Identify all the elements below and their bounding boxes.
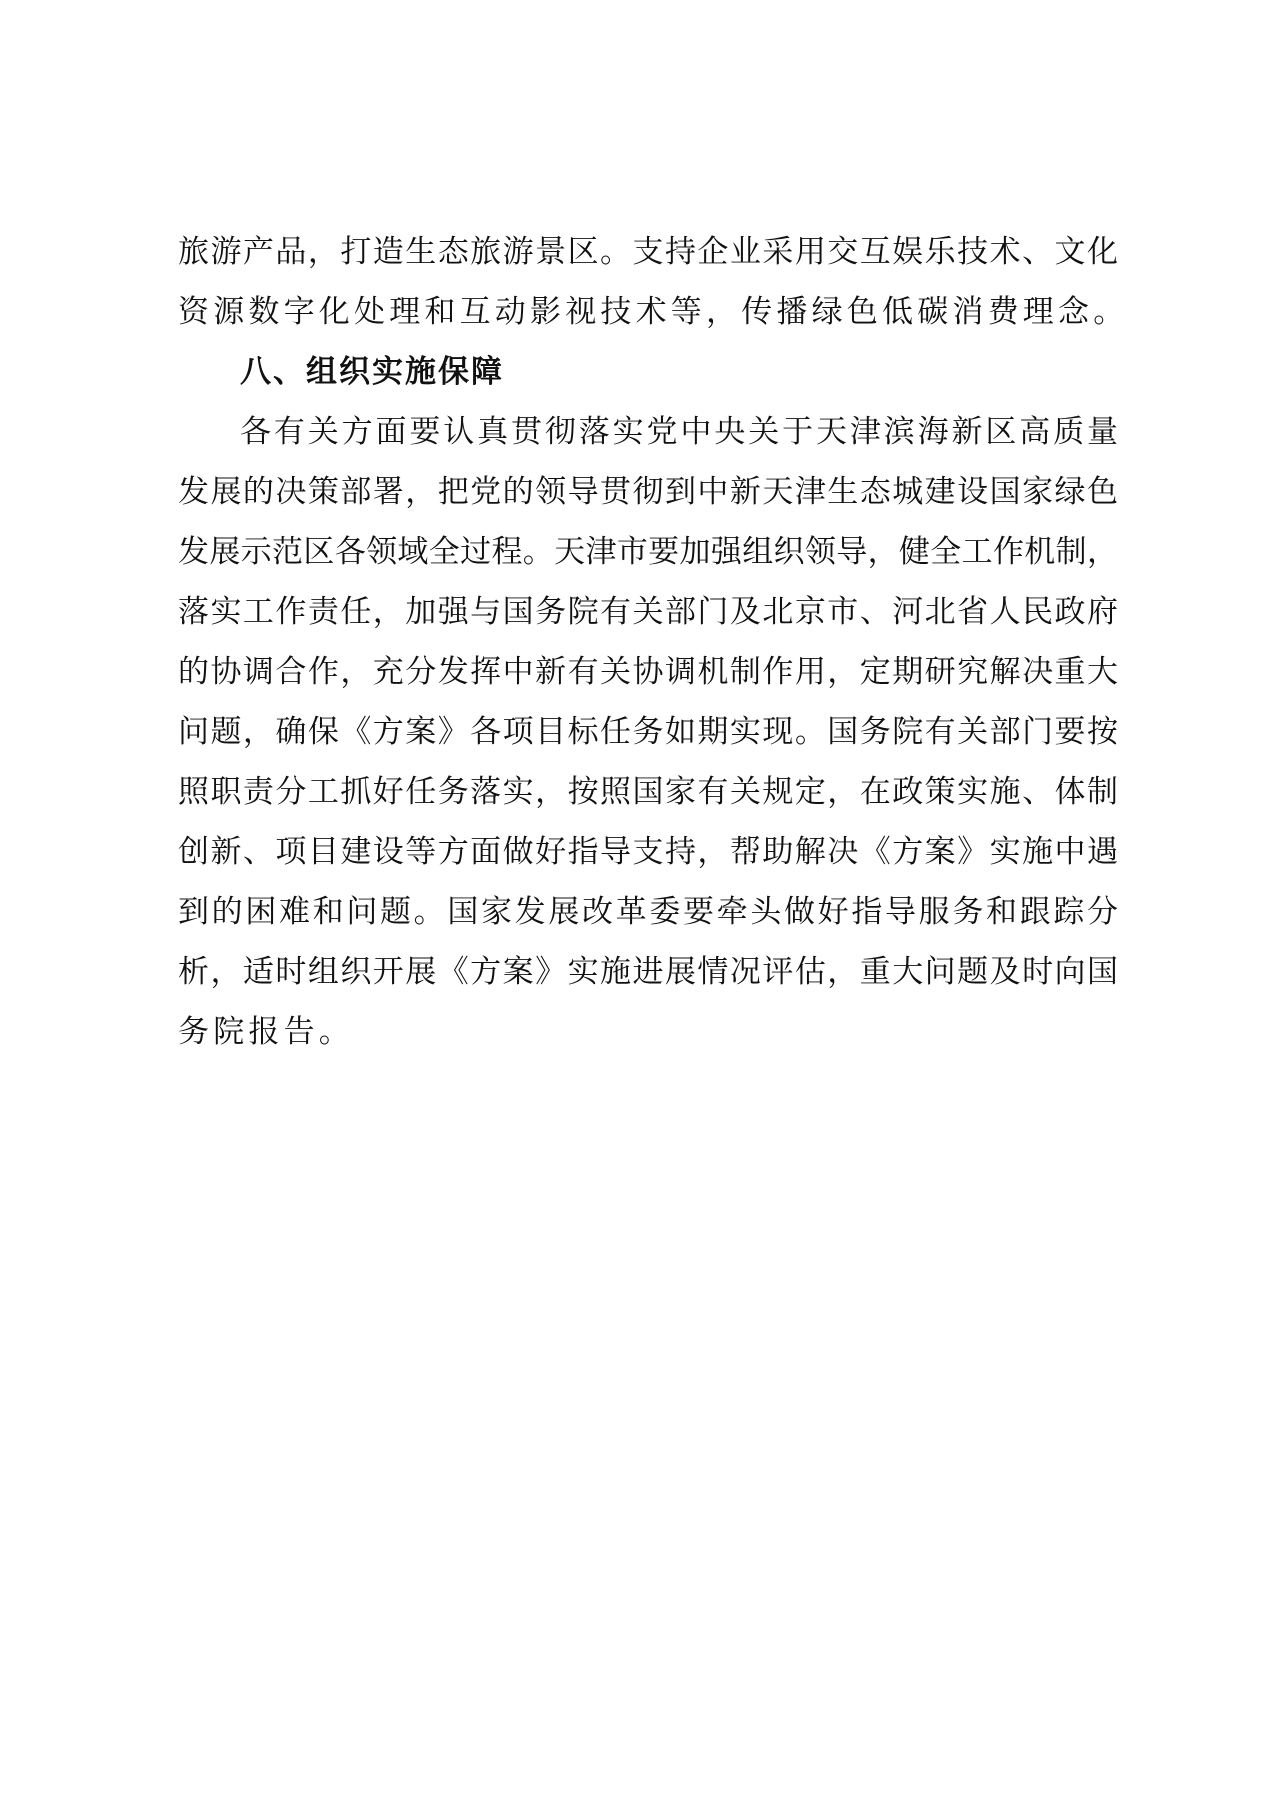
paragraph-line: 各有关方面要认真贯彻落实党中央关于天津滨海新区高质量 — [240, 414, 1118, 450]
paragraph-line: 务院报告。 — [178, 1014, 354, 1050]
continued-paragraph — [178, 222, 1129, 342]
paragraph-line: 旅游产品，打造生态旅游景区。支持企业采用交互娱乐技术、文化 — [178, 234, 1118, 270]
paragraph-line: 问题，确保《方案》各项目标任务如期实现。国务院有关部门要按 — [178, 714, 1118, 750]
paragraph-line: 资源数字化处理和互动影视技术等，传播绿色低碳消费理念。 — [178, 294, 1129, 330]
paragraph-line: 的协调合作，充分发挥中新有关协调机制作用，定期研究解决重大 — [178, 654, 1118, 690]
paragraph-line: 照职责分工抓好任务落实，按照国家有关规定，在政策实施、体制 — [178, 774, 1118, 810]
paragraph-line: 发展示范区各领域全过程。天津市要加强组织领导，健全工作机制， — [178, 534, 1118, 570]
paragraph-line: 析，适时组织开展《方案》实施进展情况评估，重大问题及时向国 — [178, 954, 1118, 990]
section-paragraph — [178, 402, 1118, 1062]
document-body — [178, 222, 1129, 1062]
section-heading: 八、组织实施保障 — [240, 354, 504, 390]
paragraph-line: 创新、项目建设等方面做好指导支持，帮助解决《方案》实施中遇 — [178, 834, 1118, 870]
paragraph-line: 落实工作责任，加强与国务院有关部门及北京市、河北省人民政府 — [178, 594, 1118, 630]
paragraph-line: 发展的决策部署，把党的领导贯彻到中新天津生态城建设国家绿色 — [178, 474, 1118, 510]
paragraph-line: 到的困难和问题。国家发展改革委要牵头做好指导服务和跟踪分 — [178, 894, 1118, 930]
